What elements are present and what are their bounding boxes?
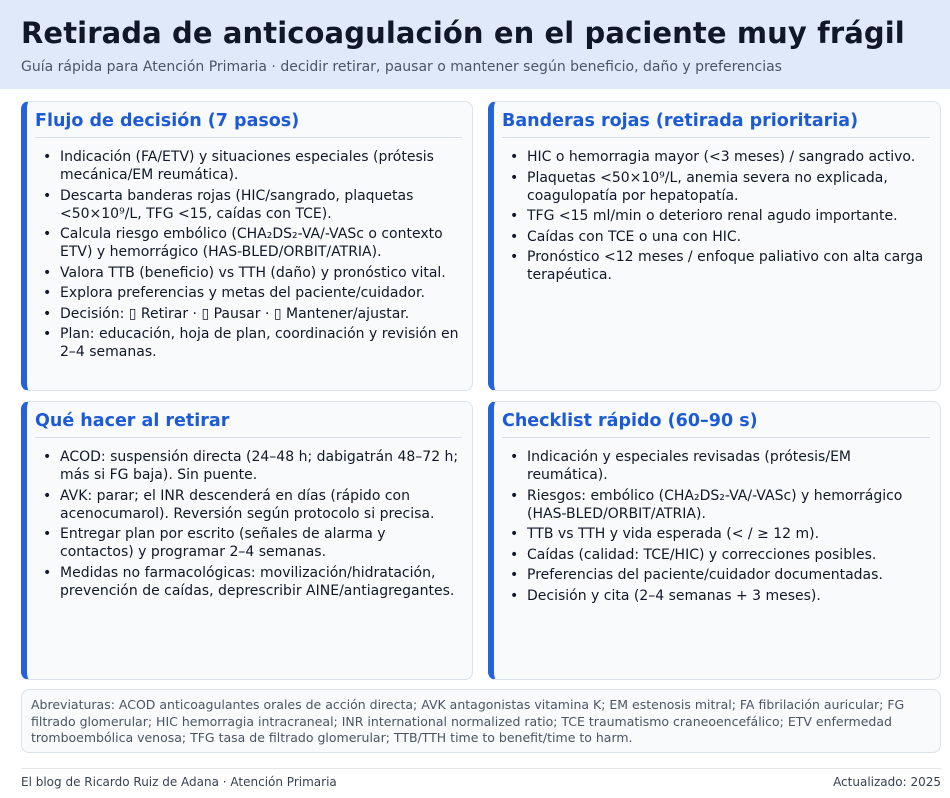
list-item: • Explora preferencias y metas del paciente/cuidador. — [39, 284, 462, 302]
list-item: • Valora TTB (beneficio) vs TTH (daño) y pronóstico vital. — [39, 264, 462, 282]
list-item: • Caídas (calidad: TCE/HIC) y correcciones posibles. — [506, 546, 930, 564]
list-item: • Decisión y cita (2–4 semanas + 3 meses). — [506, 587, 930, 605]
list-item: • Riesgos: embólico (CHA₂DS₂-VA/-VASc) y hemorrágico (HAS-BLED/ORBIT/ATRIA). — [506, 487, 930, 523]
list-item: • HIC o hemorragia mayor (<3 meses) / sangrado activo. — [506, 148, 930, 166]
list-item: • Entregar plan por escrito (señales de alarma y contactos) y programar 2–4 semanas. — [39, 525, 462, 561]
list-item: • Plaquetas <50×10⁹/L, anemia severa no explicada, coagulopatía por hepatopatía. — [506, 169, 930, 205]
list-item: • Decisión: ▯ Retirar · ▯ Pausar · ▯ Mantener/ajustar. — [39, 305, 462, 323]
card-checklist — [488, 401, 941, 680]
list-item: • Descarta banderas rojas (HIC/sangrado, plaquetas <50×10⁹/L, TFG <15, caídas con TCE). — [39, 187, 462, 223]
list-item: • Preferencias del paciente/cuidador documentadas. — [506, 566, 930, 584]
card-title: Banderas rojas (retirada prioritaria) — [502, 111, 930, 138]
list-item: • AVK: parar; el INR descenderá en días (rápido con acenocumarol). Reversión según protocolo si precisa. — [39, 487, 462, 523]
card-title: Qué hacer al retirar — [35, 411, 462, 438]
list-item: • Medidas no farmacológicas: movilización/hidratación, prevención de caídas, deprescribir AINE/antiagregantes. — [39, 564, 462, 600]
list-item: • TFG <15 ml/min o deterioro renal agudo importante. — [506, 207, 930, 225]
footer-credit: El blog de Ricardo Ruiz de Adana · Atención Primaria — [21, 775, 337, 789]
list-item: • Plan: educación, hoja de plan, coordinación y revisión en 2–4 semanas. — [39, 325, 462, 361]
card-list — [39, 448, 462, 602]
list-item: • Calcula riesgo embólico (CHA₂DS₂-VA/-VASc o contexto ETV) y hemorrágico (HAS-BLED/ORBIT/ATRIA). — [39, 225, 462, 261]
footer-updated: Actualizado: 2025 — [833, 775, 941, 789]
card-list — [506, 148, 930, 287]
card-title: Checklist rápido (60–90 s) — [502, 411, 930, 438]
card-what-to-do — [21, 401, 473, 680]
abbreviations-box: Abreviaturas: ACOD anticoagulantes orales de acción directa; AVK antagonistas vitamina K; EM estenosis mitral; FA fibrilación auricular; FG filtrado glomerular; HIC hemorragia intracraneal; INR international normalized ratio; TCE traumatismo craneoencefálico; ETV enfermedad tromboembólica venosa; TFG tasa de filtrado glomerular; TTB/TTH time to benefit/time to harm. — [21, 689, 941, 753]
list-item: • Indicación (FA/ETV) y situaciones especiales (prótesis mecánica/EM reumática). — [39, 148, 462, 184]
footer-divider — [21, 768, 941, 769]
list-item: • ACOD: suspensión directa (24–48 h; dabigatrán 48–72 h; más si FG baja). Sin puente. — [39, 448, 462, 484]
list-item: • Caídas con TCE o una con HIC. — [506, 228, 930, 246]
card-list — [39, 148, 462, 364]
page-subtitle: Guía rápida para Atención Primaria · decidir retirar, pausar o mantener según beneficio, daño y preferencias — [21, 59, 782, 75]
list-item: • TTB vs TTH y vida esperada (< / ≥ 12 m). — [506, 525, 930, 543]
list-item: • Pronóstico <12 meses / enfoque paliativo con alta carga terapéutica. — [506, 248, 930, 284]
list-item: • Indicación y especiales revisadas (prótesis/EM reumática). — [506, 448, 930, 484]
card-decision-flow — [21, 101, 473, 391]
page-title: Retirada de anticoagulación en el paciente muy frágil — [21, 16, 905, 50]
page-header — [0, 0, 950, 89]
card-red-flags — [488, 101, 941, 391]
card-title: Flujo de decisión (7 pasos) — [35, 111, 462, 138]
card-list — [506, 448, 930, 607]
